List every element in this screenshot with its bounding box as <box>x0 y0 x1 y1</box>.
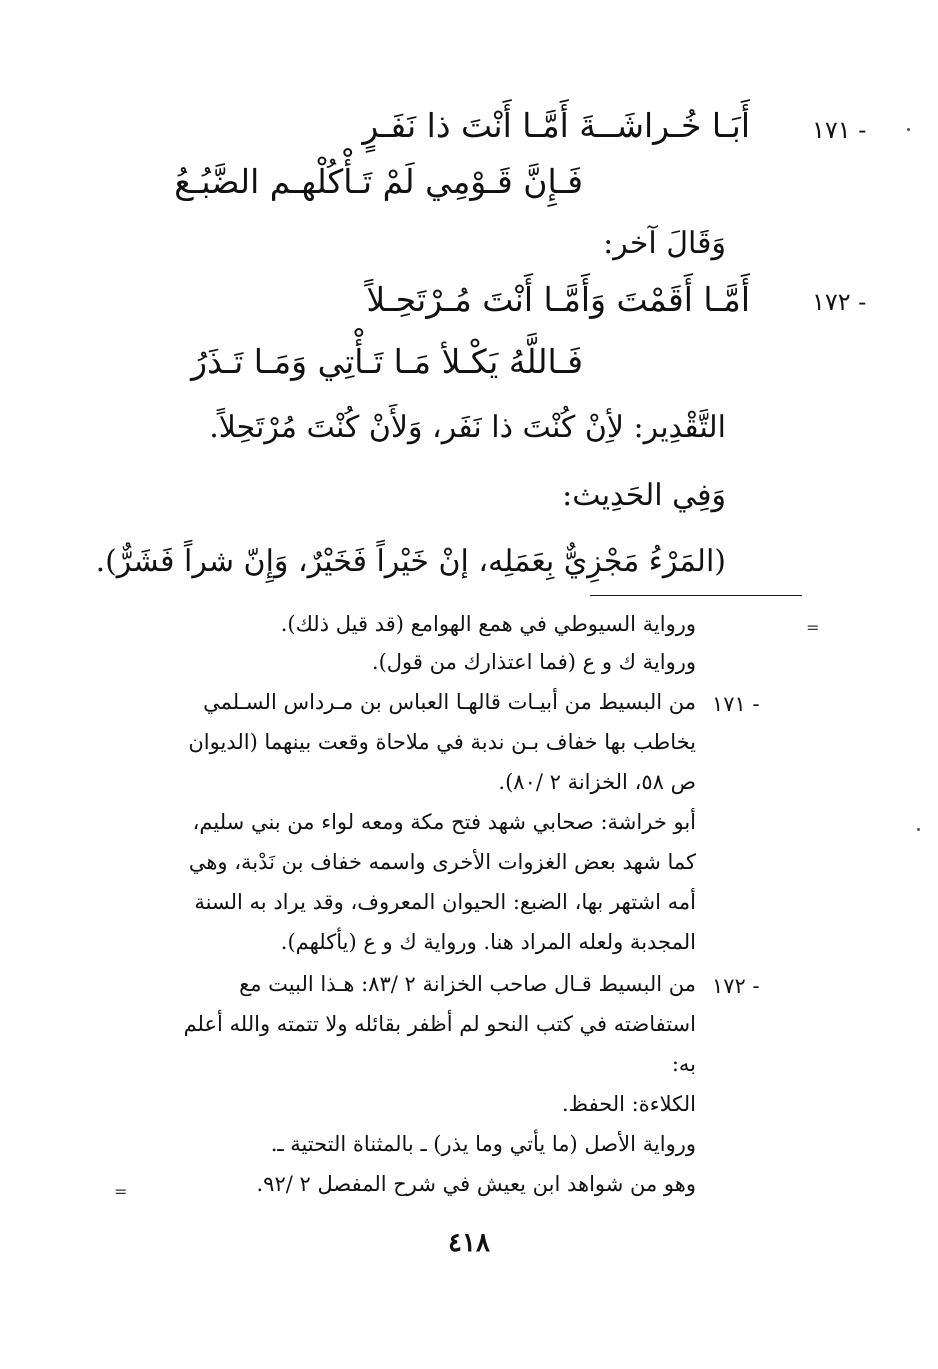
taqdir-line: التَّقْدِير: لأِنْ كُنْتَ ذا نَفَر، وَلأَنْ كُنْتَ مُرْتَحِلاً. <box>209 410 726 445</box>
footnote-line: ورواية ك و ع (فما اعتذارك من قول). <box>371 650 696 674</box>
footnote-172-line: وهو من شواهد ابن يعيش في شرح المفصل ٢ /٩٢. <box>256 1172 696 1196</box>
scan-speck <box>907 128 910 131</box>
verse-172-second-hemistich: فَـاللَّهُ يَكْـلأ مَـا تَـأْتِي وَمَـا تَـذَرُ <box>191 342 583 381</box>
footnote-separator <box>590 595 802 596</box>
page-number: ٤١٨ <box>448 1228 490 1258</box>
footnote-172-line: الكلاءة: الحفظ. <box>561 1092 696 1116</box>
footnote-number-171: ١٧١ - <box>712 692 760 716</box>
hadith-intro: وَفِي الحَدِيث: <box>562 478 726 513</box>
footnote-172-line: ورواية الأصل (ما يأتي وما يذر) ـ بالمثناة التحتية ـ. <box>270 1132 696 1156</box>
footnote-171-line: كما شهد بعض الغزوات الأخرى واسمه خفاف بن نَدْبة، وهي <box>188 850 696 874</box>
verse-172-first-hemistich: أَمَّـا أَقَمْتَ وَأَمَّـا أَنْتَ مُـرْتَحِـلاً <box>366 280 750 319</box>
scan-speck <box>917 828 920 831</box>
footnote-172-line: به: <box>671 1052 696 1076</box>
footnote-171-line: من البسيط من أبيـات قالهـا العباس بن مـرداس السـلمي <box>203 690 696 714</box>
footnote-171-line: يخاطب بها خفاف بـن ندبة في ملاحاة وقعت بينهما (الديوان <box>188 730 696 754</box>
footnote-172-line: استفاضته في كتب النحو لم أظفر بقائله ولا تتمته والله أعلم <box>183 1012 696 1036</box>
continuation-mark-bottom: = <box>114 1182 128 1201</box>
footnote-171-line: ص ٥٨، الخزانة ٢ /٨٠). <box>498 770 696 794</box>
continuation-mark-top: = <box>806 618 820 637</box>
footnote-number-172: ١٧٢ - <box>712 974 760 998</box>
footnote-171-line: المجدبة ولعله المراد هنا. ورواية ك و ع (يأكلهم). <box>280 930 696 954</box>
qala-akhar-heading: وَقَالَ آخر: <box>603 226 726 261</box>
footnote-line: ورواية السيوطي في همع الهوامع (قد قيل ذلك). <box>280 612 696 636</box>
footnote-172-line: من البسيط قـال صاحب الخزانة ٢ /٨٣: هـذا البيت مع <box>239 972 696 996</box>
verse-number-172: ١٧٢ - <box>812 288 867 316</box>
verse-171-first-hemistich: أَبَـا خُـراشَــةَ أَمَّـا أَنْتَ ذا نَفَـرٍ <box>362 106 750 145</box>
footnote-171-line: أبو خراشة: صحابي شهد فتح مكة ومعه لواء من بني سليم، <box>192 810 696 834</box>
footnote-171-line: أمه اشتهر بها، الضبع: الحيوان المعروف، وقد يراد به السنة <box>194 890 696 914</box>
verse-number-171: ١٧١ - <box>812 116 867 144</box>
hadith-text: (المَرْءُ مَجْزِيٌّ بِعَمَلِه، إنْ خَيْراً فَخَيْرٌ، وَإِنّ شراً فَشَرٌّ). <box>95 544 726 579</box>
verse-171-second-hemistich: فَـإِنَّ قَـوْمِي لَمْ تَـأْكُلْهـم الضَّبُـعُ <box>174 162 583 201</box>
